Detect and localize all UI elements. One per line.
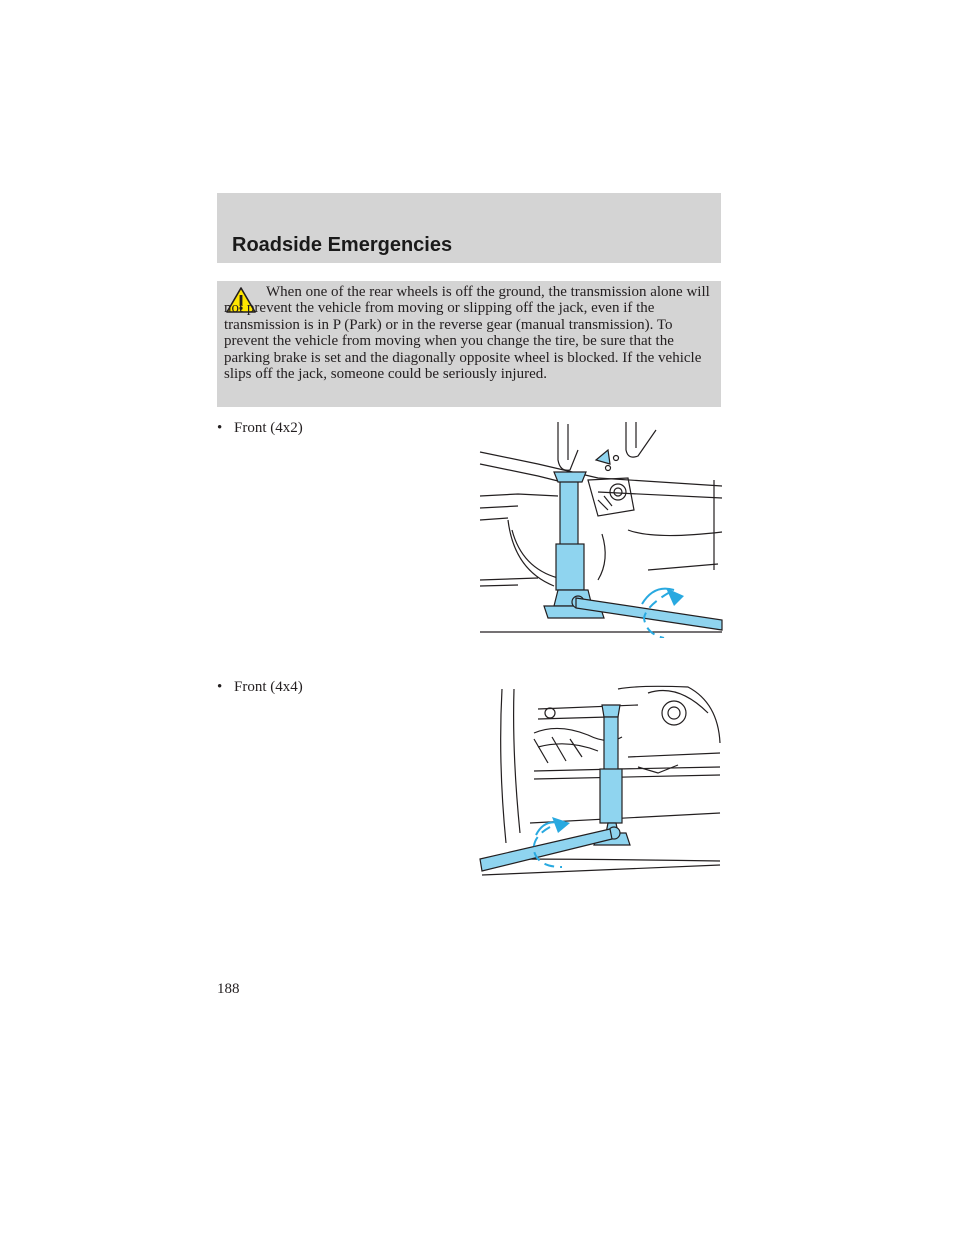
section-title: Roadside Emergencies [232,234,453,256]
bullet-front-4x2: • Front (4x2) [217,420,303,436]
front-4x2-jack-illustration [478,420,724,638]
bullet-front-4x4: • Front (4x4) [217,679,303,695]
section-header-band [217,193,721,263]
front-4x4-jack-illustration [478,683,724,878]
bullet-label: Front (4x4) [234,679,303,695]
page-number: 188 [217,981,240,997]
warning-box [217,281,721,407]
warning-text: When one of the rear wheels is off the ground, the transmission alone will not prevent the vehicle from moving or slipping off the jack, even if the transmission is in P (Park) or in the reverse gear (manual transmission). To prevent the vehicle from moving when you change the tire, be sure that the parking brake is set and the diagonally opposite wheel is blocked. If the vehicle slips off the jack, someone could be seriously injured. [224,284,710,383]
bullet-label: Front (4x2) [234,420,303,436]
